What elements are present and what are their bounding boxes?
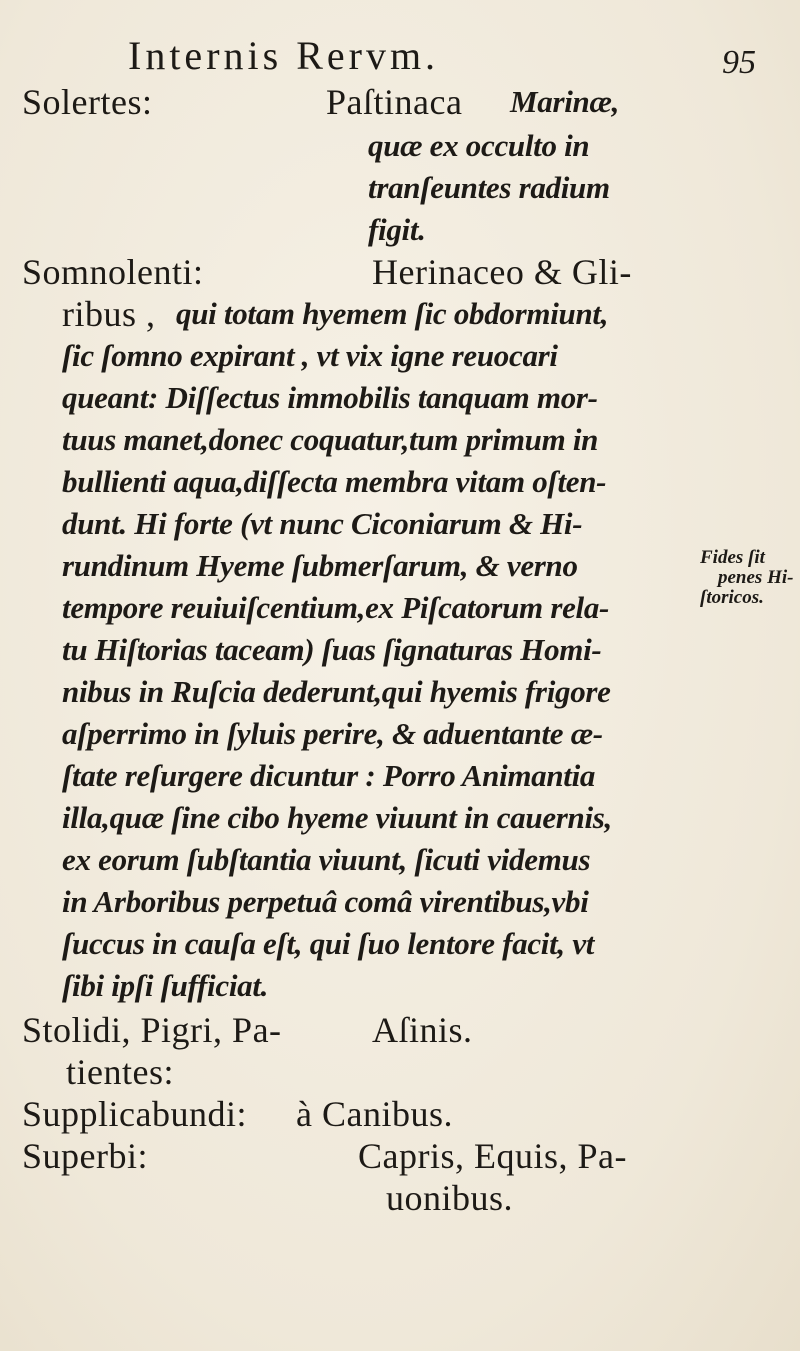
entry-text-line: ribus ,	[62, 294, 156, 334]
entry-text-line: Herinaceo & Gli-	[372, 252, 632, 292]
entry-text-line: Marinæ,	[510, 84, 620, 119]
entry-text-line: in Arboribus perpetuâ comâ virentibus,vbi	[62, 884, 589, 919]
entry-text-line: aſperrimo in ſyluis perire, & aduentante æ-	[62, 716, 603, 751]
entry-term-supplicabundi: Supplicabundi:	[22, 1094, 247, 1134]
page-header	[0, 14, 800, 81]
entry-text-line: ſuccus in cauſa eſt, qui ſuo lentore facit, vt	[62, 926, 595, 961]
entry-text-line: Paſtinaca	[326, 82, 463, 122]
entry-text-line: ſic ſomno expirant , vt vix igne reuocari	[62, 338, 558, 373]
entry-text-line: uonibus.	[386, 1178, 514, 1218]
entry-text-line: figit.	[368, 212, 426, 247]
entry-term-stolidi: Stolidi, Pigri, Pa-	[22, 1010, 282, 1050]
entry-text-line: tuus manet,donec coquatur,tum primum in	[62, 422, 599, 457]
entry-text-line: rundinum Hyeme ſubmerſarum, & verno	[62, 548, 578, 583]
entry-text-line: ex eorum ſubſtantia viuunt, ſicuti videmus	[62, 842, 591, 877]
entry-text-line: illa,quæ ſine cibo hyeme viuunt in cauernis,	[62, 800, 613, 835]
page-number: 95	[722, 44, 756, 81]
entry-text-line: tranſeuntes radium	[368, 170, 610, 205]
running-head: Internis Rervm.	[128, 33, 440, 78]
entry-text-line: tu Hiſtorias taceam) ſuas ſignaturas Homi-	[62, 632, 602, 667]
marginal-note-line: Fides ſit	[700, 547, 765, 568]
entry-term-superbi: Superbi:	[22, 1136, 148, 1176]
entry-text-line: qui totam hyemem ſic obdormiunt,	[176, 296, 609, 331]
entry-term-somnolenti: Somnolenti:	[22, 252, 204, 292]
entry-text-line: Aſinis.	[372, 1010, 473, 1050]
entry-text-line: tempore reuiuiſcentium,ex Piſcatorum rela-	[62, 590, 610, 625]
entry-term-solertes: Solertes:	[22, 82, 153, 122]
entry-text-line: ſibi ipſi ſufficiat.	[62, 968, 269, 1003]
entry-text-line: dunt. Hi forte (vt nunc Ciconiarum & Hi-	[62, 506, 583, 541]
marginal-note-line: penes Hi-	[718, 567, 794, 588]
entry-text-line: ſtate reſurgere dicuntur : Porro Animantia	[62, 758, 596, 793]
entry-text-line: Capris, Equis, Pa-	[358, 1136, 627, 1176]
entry-text-line: bullienti aqua,diſſecta membra vitam oſten-	[62, 464, 607, 499]
entry-text-line: à Canibus.	[296, 1094, 453, 1134]
marginal-note-line: ſtoricos.	[700, 587, 764, 608]
entry-text-line: nibus in Ruſcia dederunt,qui hyemis frigore	[62, 674, 611, 709]
entry-text-line: quæ ex occulto in	[368, 128, 590, 163]
marginal-note	[700, 548, 798, 608]
entry-text-line: queant: Diſſectus immobilis tanquam mor-	[62, 380, 598, 415]
entry-term-continuation: tientes:	[66, 1052, 174, 1092]
